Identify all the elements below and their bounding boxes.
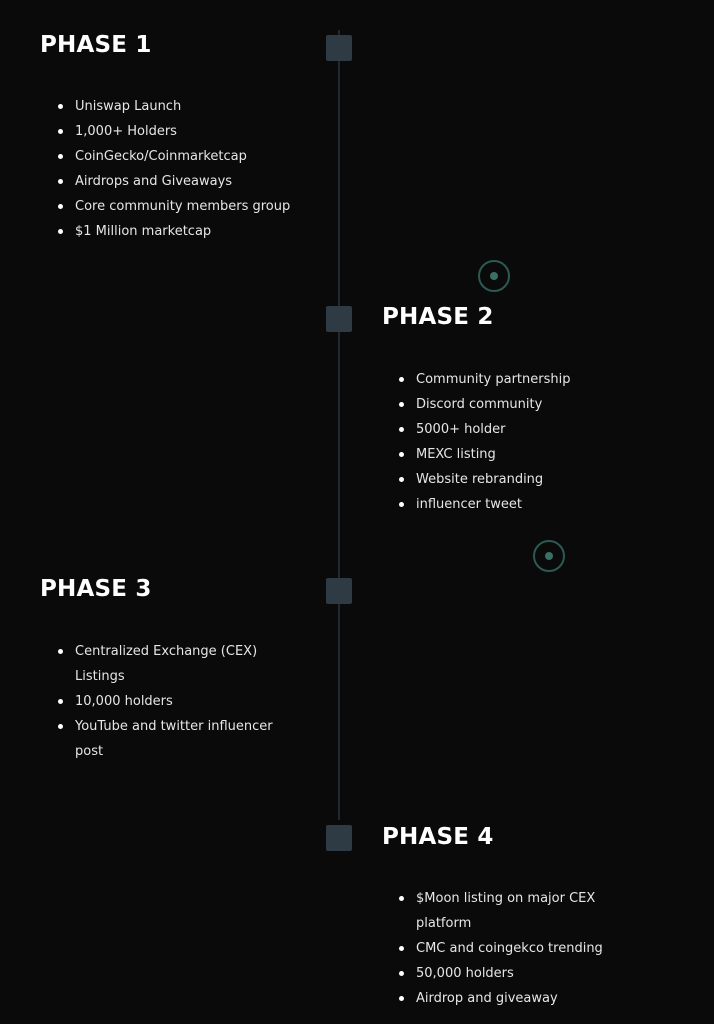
phase-2-title: PHASE 2 [382,304,494,330]
list-item: 1,000+ Holders [55,119,315,144]
list-item: Community partnership [396,367,656,392]
list-item: Uniswap Launch [55,94,315,119]
list-item: 5000+ holder [396,417,656,442]
list-item: $Moon listing on major CEX platform [396,886,621,936]
list-item: CoinGecko/Coinmarketcap [55,144,315,169]
phase-1-list [55,94,315,244]
list-item: 10,000 holders [55,689,285,714]
phase-2-list [396,367,656,517]
phase-4-title: PHASE 4 [382,824,494,850]
phase-1-title: PHASE 1 [40,32,152,58]
list-item: Airdrop and giveaway [396,986,621,1011]
timeline-line [338,30,340,820]
phase-3-title: PHASE 3 [40,576,152,602]
list-item: Discord community [396,392,656,417]
list-item: Core community members group [55,194,315,219]
list-item: $1 Million marketcap [55,219,315,244]
list-item: 50,000 holders [396,961,621,986]
phase-3-marker-icon [326,578,352,604]
phase-1-marker-icon [326,35,352,61]
list-item: MEXC listing [396,442,656,467]
list-item: CMC and coingekco trending [396,936,621,961]
phase-2-marker-icon [326,306,352,332]
list-item: Website rebranding [396,467,656,492]
phase-4-list [396,886,621,1011]
phase-4-marker-icon [326,825,352,851]
circle-target-icon [533,540,565,572]
phase-3-list [55,639,285,764]
list-item: Airdrops and Giveaways [55,169,315,194]
circle-target-icon [478,260,510,292]
list-item: influencer tweet [396,492,656,517]
list-item: YouTube and twitter influencer post [55,714,285,764]
list-item: Centralized Exchange (CEX) Listings [55,639,285,689]
